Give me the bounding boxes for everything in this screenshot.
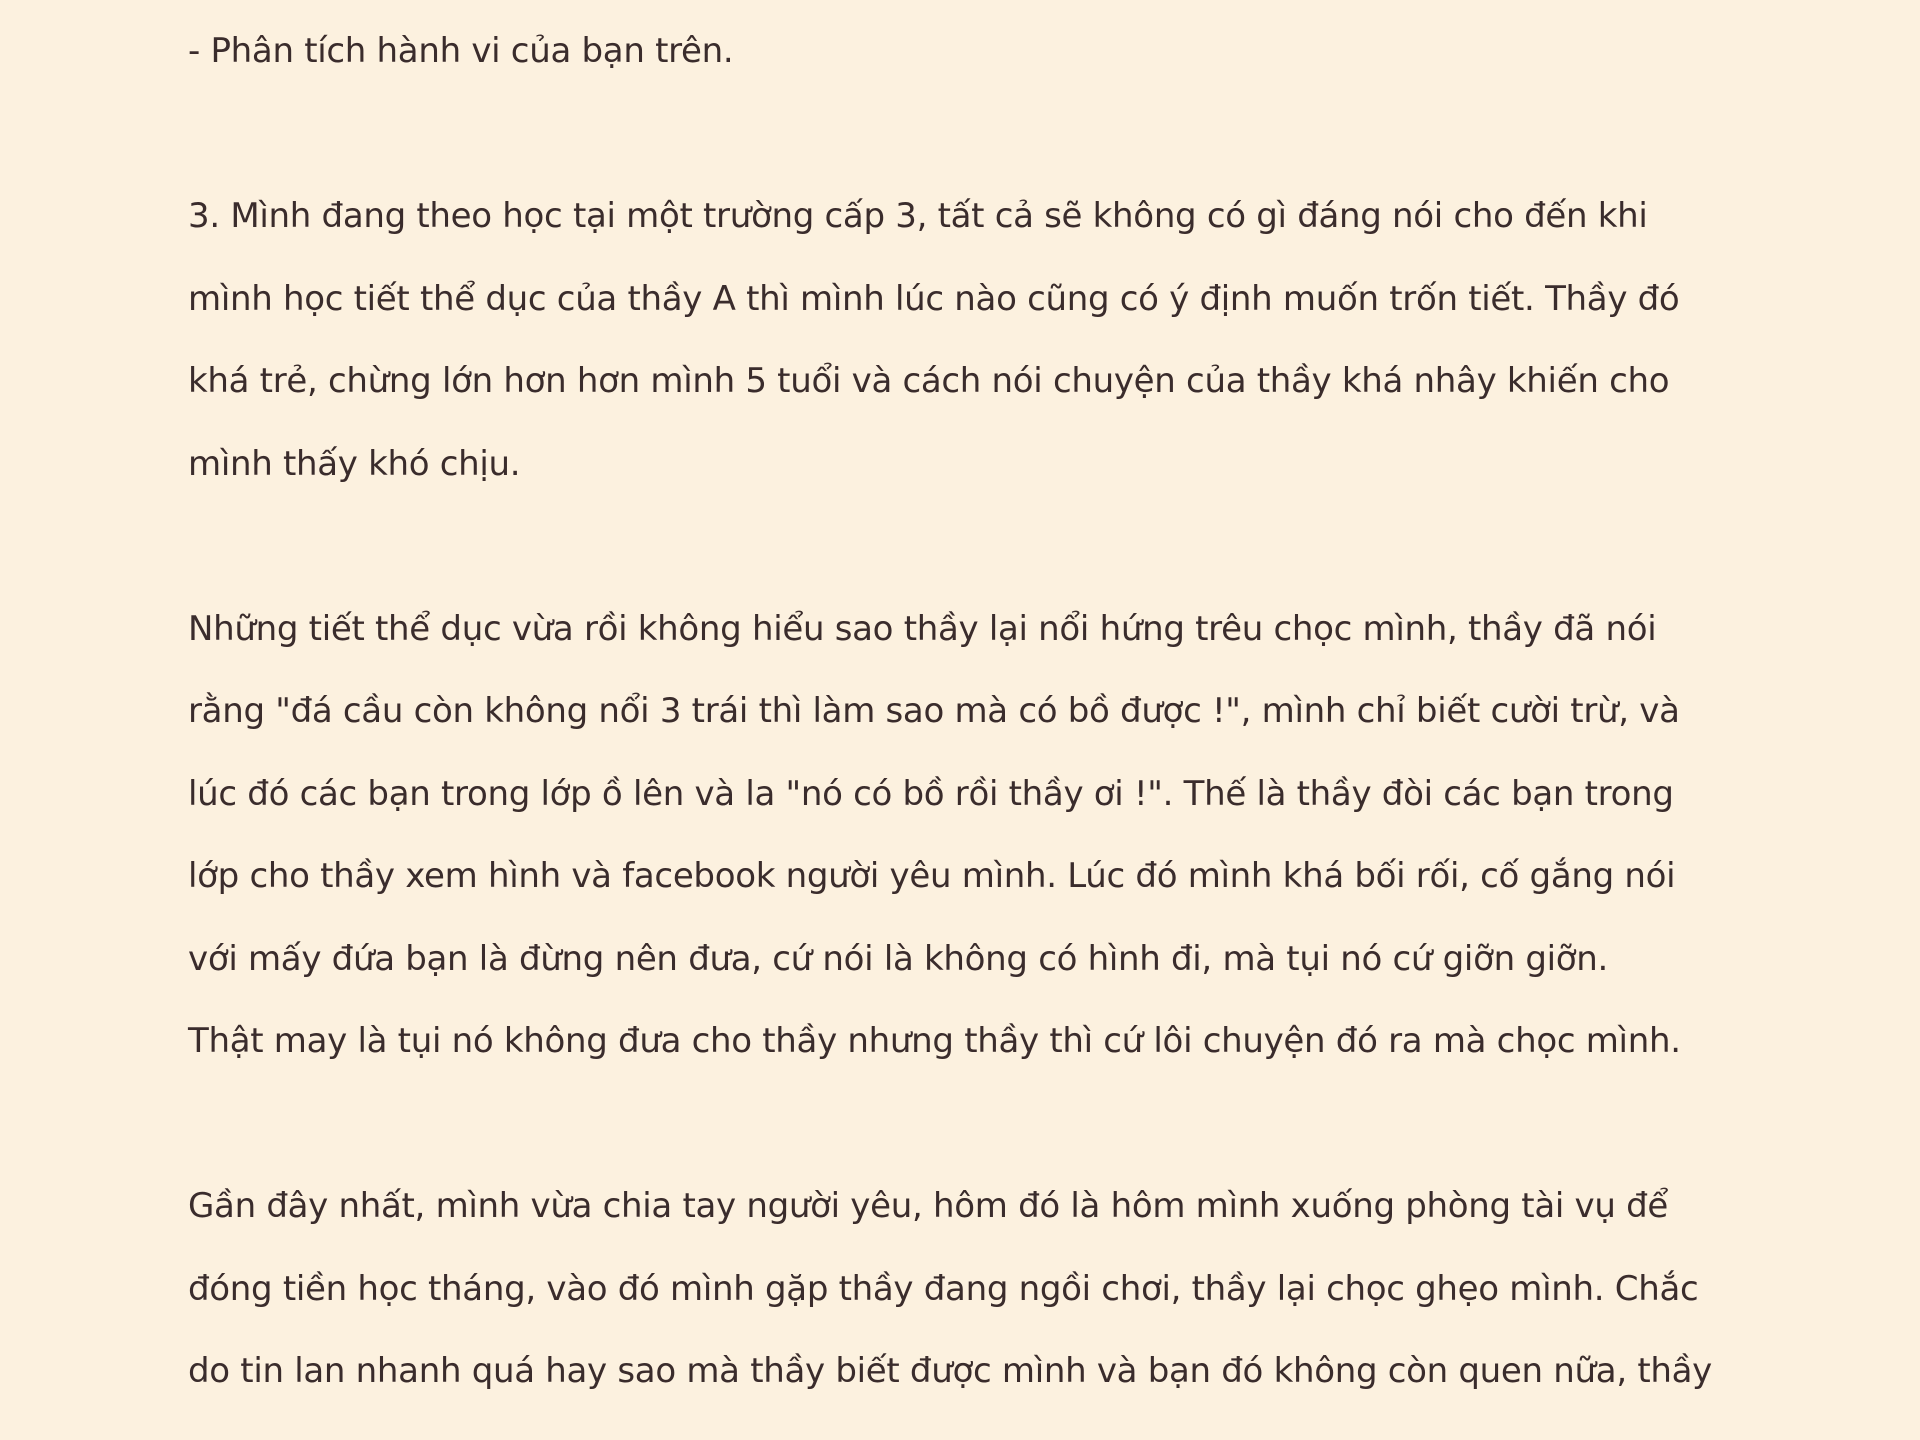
text-line: Thật may là tụi nó không đưa cho thầy nhưng thầy thì cứ lôi chuyện đó ra mà chọc mình.: [188, 1021, 1681, 1061]
text-line: do tin lan nhanh quá hay sao mà thầy biết được mình và bạn đó không còn quen nữa, thầy: [188, 1351, 1712, 1391]
text-line: khá trẻ, chừng lớn hơn hơn mình 5 tuổi và cách nói chuyện của thầy khá nhây khiến cho: [188, 361, 1670, 401]
text-line: lớp cho thầy xem hình và facebook người yêu mình. Lúc đó mình khá bối rối, cố gắng nói: [188, 856, 1676, 896]
text-line: rằng "đá cầu còn không nổi 3 trái thì làm sao mà có bồ được !", mình chỉ biết cười trừ, và: [188, 691, 1680, 731]
text-line: Gần đây nhất, mình vừa chia tay người yêu, hôm đó là hôm mình xuống phòng tài vụ để: [188, 1186, 1668, 1226]
paragraph-analysis-prompt: [188, 10, 1748, 93]
text-line: mình học tiết thể dục của thầy A thì mình lúc nào cũng có ý định muốn trốn tiết. Thầy đó: [188, 278, 1680, 319]
paragraph-3-intro: [188, 175, 1748, 505]
text-line: lúc đó các bạn trong lớp ồ lên và la "nó có bồ rồi thầy ơi !". Thế là thầy đòi các bạn trong: [188, 773, 1674, 814]
text-line: - Phân tích hành vi của bạn trên.: [188, 31, 734, 71]
document-body: [188, 10, 1748, 1440]
text-line: Những tiết thể dục vừa rồi không hiểu sao thầy lại nổi hứng trêu chọc mình, thầy đã nói: [188, 608, 1657, 649]
text-line: với mấy đứa bạn là đừng nên đưa, cứ nói là không có hình đi, mà tụi nó cứ giỡn giỡn.: [188, 938, 1609, 979]
text-line: đóng tiền học tháng, vào đó mình gặp thầy đang ngồi chơi, thầy lại chọc ghẹo mình. Chắc: [188, 1268, 1699, 1309]
text-line: 3. Mình đang theo học tại một trường cấp 3, tất cả sẽ không có gì đáng nói cho đến khi: [188, 196, 1648, 236]
paragraph-pe-class-story: [188, 588, 1748, 1083]
text-line: mình thấy khó chịu.: [188, 443, 521, 484]
paragraph-recent-event: [188, 1165, 1748, 1413]
